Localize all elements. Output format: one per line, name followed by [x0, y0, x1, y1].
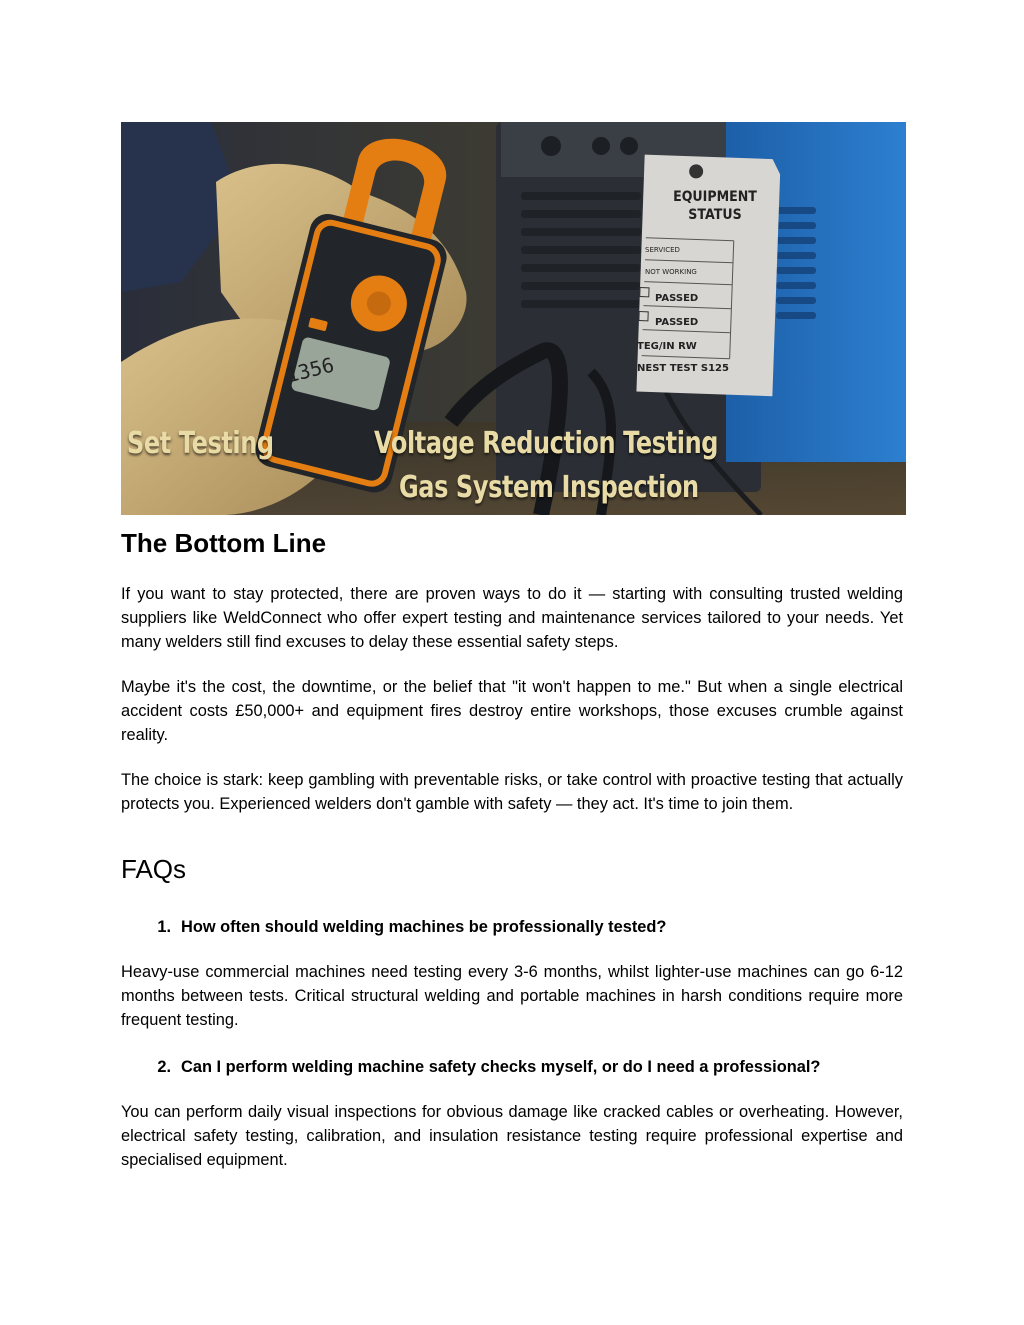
tag-row-passed-2: PASSED — [655, 317, 699, 328]
caption-gas-inspection: Gas System Inspection — [399, 470, 699, 505]
faq-answer-1: Heavy-use commercial machines need testing every 3-6 months, whilst lighter-use machines can go 6-12 months between tests. Critical structural welding and portable machines in harsh conditions require more frequent testing. — [121, 963, 903, 1029]
document-page — [121, 122, 903, 1172]
paragraph-3: The choice is stark: keep gambling with preventable risks, or take control with proactive testing that actually protects you. Experienced welders don't gamble with safety — they act. It's time to join them. — [121, 771, 903, 813]
faq-question-text-1: How often should welding machines be professionally tested? — [181, 918, 667, 936]
tag-title-line2: STATUS — [688, 207, 742, 223]
tag-row-teg: TEG/IN RW — [637, 341, 697, 352]
tag-row-passed-1: PASSED — [655, 293, 699, 304]
caption-voltage-reduction: Voltage Reduction Testing — [374, 426, 719, 461]
tag-title-line1: EQUIPMENT — [673, 189, 757, 205]
paragraph-2: Maybe it's the cost, the downtime, or the belief that "it won't happen to me." But when a single electrical accident costs £50,000+ and equipment fires destroy entire workshops, those excuses crumble against reality. — [121, 678, 903, 744]
tag-row-serviced: SERVICED — [645, 246, 680, 254]
hero-image — [121, 122, 906, 515]
paragraph-1: If you want to stay protected, there are proven ways to do it — starting with consulting trusted welding suppliers like WeldConnect who offer expert testing and maintenance services tailored to your needs. Yet many welders still find excuses to delay these essential safety steps. — [121, 585, 903, 651]
heading-bottom-line: The Bottom Line — [121, 528, 327, 558]
tag-title — [652, 188, 778, 224]
tag-row-nest-test: NEST TEST S125 — [637, 363, 729, 374]
faq-question-1 — [121, 915, 903, 939]
heading-faqs: FAQs — [121, 854, 187, 884]
caption-set-testing: Set Testing — [127, 426, 274, 461]
faq-question-2 — [121, 1055, 903, 1079]
faq-answer-2: You can perform daily visual inspections for obvious damage like cracked cables or overheating. However, electrical safety testing, calibration, and insulation resistance testing require professional expertise and specialised equipment. — [121, 1103, 903, 1169]
faq-question-text-2: Can I perform welding machine safety checks myself, or do I need a professional? — [181, 1058, 821, 1076]
tag-row-not-working: NOT WORKING — [645, 268, 697, 276]
faq-number-2: 2. — [157, 1058, 171, 1076]
meter-reading: 1356 — [283, 352, 337, 388]
faq-number-1: 1. — [157, 918, 171, 936]
